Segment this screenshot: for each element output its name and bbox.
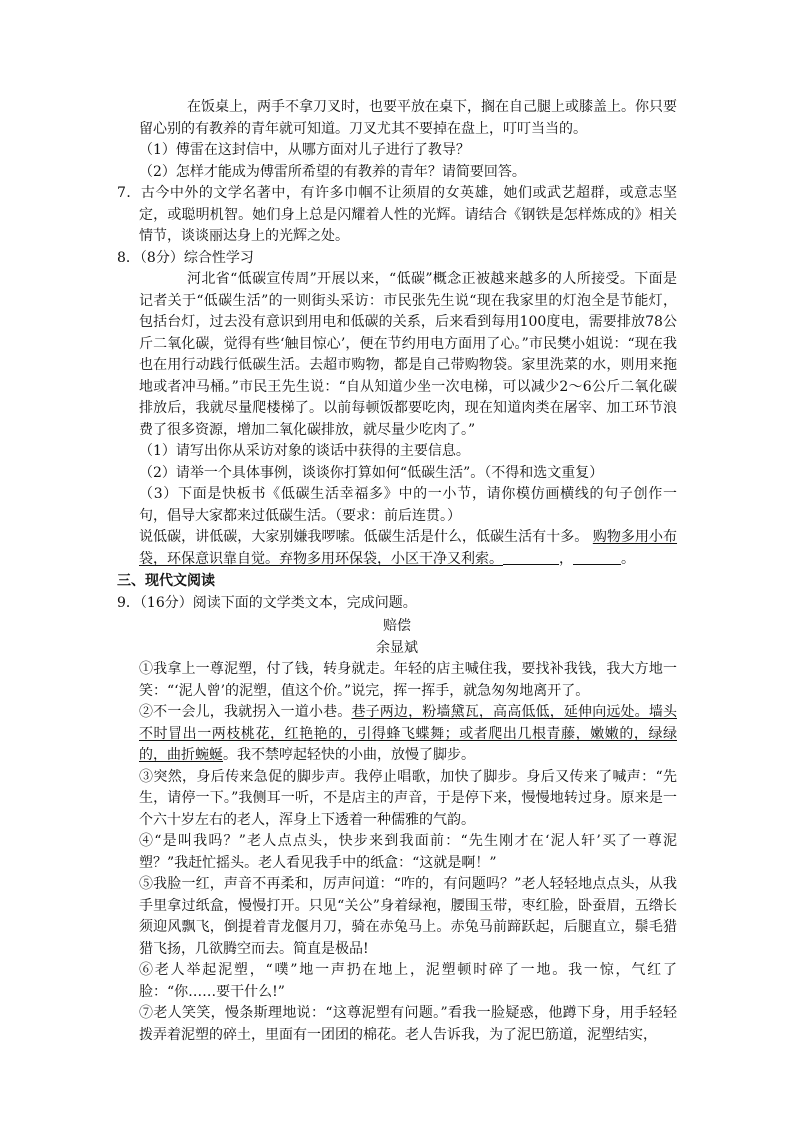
q8-verse	[117, 527, 677, 570]
q8-sub3: （3）下面是快板书《低碳生活幸福多》中的一小节，请你模仿画横线的句子创作一句，倡导大家都来过低碳生活。（要求：前后连贯。）	[139, 486, 677, 524]
answer-blank-1[interactable]	[503, 550, 559, 565]
q8-passage: 河北省“低碳宣传周”开展以来，“低碳”概念正被越来越多的人所接受。下面是记者关于“低碳生活”的一则街头采访：市民张先生说“现在我家里的灯泡全是节能灯，包括台灯，过去没有意识到用电和低碳的关系，后来看到每用100度电，需要排放78公斤二氧化碳，觉得有些‘触目惊心’，便在节约用电方面用了心。”市民樊小姐说：“现在我也在用行动践行低碳生活。去超市购物，都是自己带购物袋。家里洗菜的水，则用来拖地或者冲马桶。”市民王先生说：“自从知道少坐一次电梯，可以减少2～6公斤二氧化碳排放后，我就尽量爬楼梯了。以前每顿饭都要吃肉，现在知道肉类在屠宰、加工环节浪费了很多资源，增加二氧化碳排放，就尽量少吃肉了。”	[139, 271, 677, 438]
q7-text: 7．古今中外的文学名著中，有许多巾帼不让须眉的女英雄，她们或武艺超群，或意志坚定，或聪明机智。她们身上总是闪耀着人性的光辉。请结合《钢铁是怎样炼成的》相关情节，谈谈丽达身上的光辉之处。	[117, 185, 677, 244]
page-content	[117, 97, 677, 1046]
q6-passage: 在饭桌上，两手不拿刀叉时，也要平放在桌下，搁在自己腿上或膝盖上。你只要留心别的有教养的青年就可知道。刀叉尤其不要掉在盘上，叮叮当当的。	[139, 99, 677, 137]
story-paragraph-7: ⑦老人笑笑，慢条斯理地说：“这尊泥塑有问题。”看我一脸疑惑，他蹲下身，用手轻轻拨弄着泥塑的碎土，里面有一团团的棉花。老人告诉我，为了泥巴筋道，泥塑结实，	[139, 1005, 677, 1043]
verse-comma: ，	[559, 550, 573, 567]
story-paragraph-6: ⑥老人举起泥塑，“噗”地一声扔在地上，泥塑顿时碎了一地。我一惊，气红了脸：“你……要干什么!”	[139, 962, 677, 1000]
answer-blank-2[interactable]	[573, 550, 621, 565]
story-paragraph-4: ④“是叫我吗？”老人点点头，快步来到我面前：“先生刚才在‘泥人轩’买了一尊泥塑？”我赶忙摇头。老人看见我手中的纸盒：“这就是啊！”	[139, 833, 677, 871]
story-paragraph-5: ⑤我脸一红，声音不再柔和，厉声问道：“咋的，有问题吗？”老人轻轻地点点头，从我手里拿过纸盒，慢慢打开。只见“关公”身着绿袍，腰围玉带，枣红脸，卧蚕眉，五绺长须迎风飘飞，倒提着青龙偃月刀，骑在赤兔马上。赤兔马前蹄跃起，后腿直立，鬃毛猎猎飞扬，几欲腾空而去。简直是极品!	[139, 876, 677, 957]
story-paragraph-1: ①我拿上一尊泥塑，付了钱，转身就走。年轻的店主喊住我，要找补我钱，我大方地一笑：“‘泥人曾’的泥塑，值这个价。”说完，挥一挥手，就急匆匆地离开了。	[139, 661, 677, 699]
p2-end: 。我不禁哼起轻快的小曲，放慢了脚步。	[223, 747, 475, 763]
story-title: 赔偿	[383, 618, 411, 634]
p2-underlined: 巷子两边，粉墙黛瓦，高高低低，延伸向远处。墙头不时冒出一两枝桃花，红艳艳的，引得蜂飞蝶舞；或者爬出几根青藤，嫩嫩的，绿绿的，曲折蜿蜒	[139, 704, 678, 763]
q6-sub1: （1）傅雷在这封信中，从哪方面对儿子进行了教导？	[139, 142, 470, 158]
verse-underlined: 购物多用小布袋，环保意识靠自觉。弃物多用环保袋，小区干净又利索。	[139, 529, 678, 567]
q8-heading: 8．（8分）综合性学习	[117, 249, 254, 266]
story-paragraph-2	[117, 702, 677, 767]
story-author: 余显斌	[376, 639, 418, 656]
section-heading: 三、现代文阅读	[117, 573, 215, 589]
p2-start: ②不一会儿，我就拐入一道小巷。	[139, 704, 352, 720]
story-paragraph-3: ③突然，身后传来急促的脚步声。我停止唱歌，加快了脚步。身后又传来了喊声：“先生，请停一下。”我侧耳一听，不是店主的声音，于是停下来，慢慢地转过身。原来是一个六十岁左右的老人，浑身上下透着一种儒雅的气韵。	[139, 768, 677, 828]
q8-sub2: （2）请举一个具体事例，谈谈你打算如何“低碳生活”。（不得和选文重复）	[139, 464, 604, 481]
q8-sub1: （1）请写出你从采访对象的谈话中获得的主要信息。	[139, 443, 470, 459]
verse-plain: 说低碳，讲低碳，大家别嫌我啰嗦。低碳生活是什么，低碳生活有十多。	[139, 529, 589, 545]
verse-period: 。	[621, 550, 635, 567]
q6-sub2: （2）怎样才能成为傅雷所希望的有教养的青年？请简要回答。	[139, 163, 526, 180]
q9-heading: 9．（16分）阅读下面的文学类文本，完成问题。	[117, 594, 417, 611]
